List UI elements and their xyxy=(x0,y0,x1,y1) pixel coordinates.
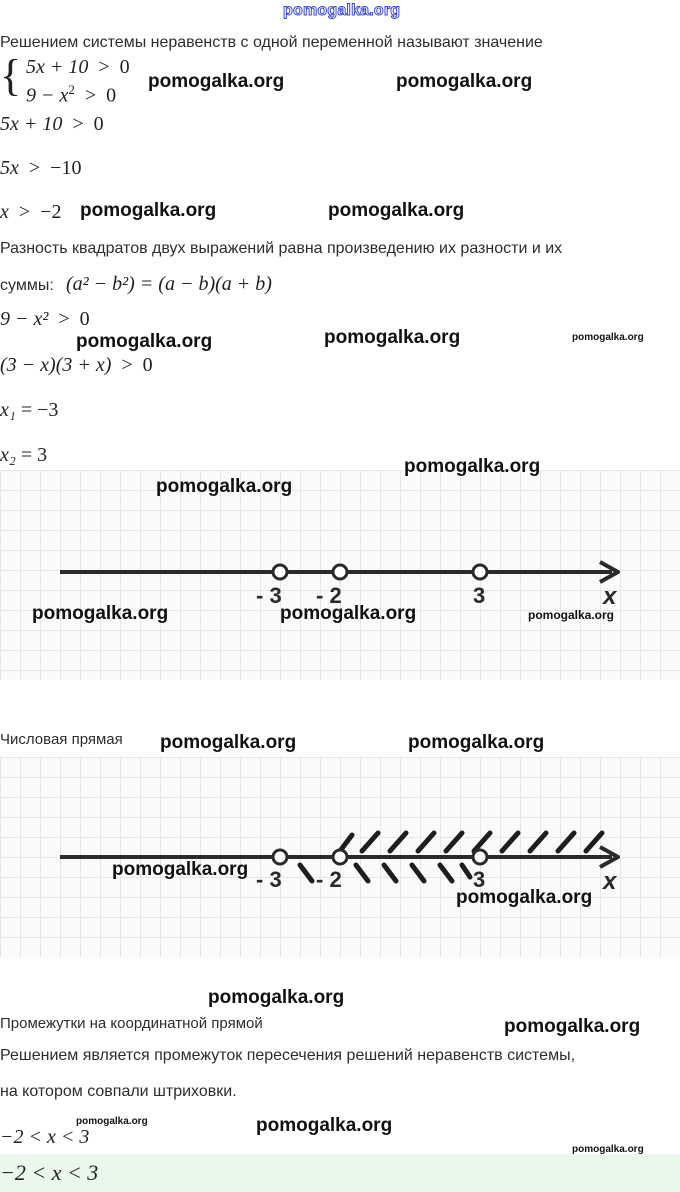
point-minus-3 xyxy=(273,565,287,579)
label-3: 3 xyxy=(473,583,486,608)
point-minus-2 xyxy=(333,850,347,864)
watermark: pomogalka.org xyxy=(404,456,541,477)
watermark: pomogalka.org xyxy=(280,603,417,624)
watermark: pomogalka.org xyxy=(572,1144,644,1155)
point-3 xyxy=(473,565,487,579)
axis-label-x: x xyxy=(603,583,617,610)
solution-text-1: Решением является промежуток пересечения решений неравенств системы, xyxy=(0,1047,576,1064)
site-watermark-top: pomogalka.org xyxy=(283,2,401,19)
watermark: pomogalka.org xyxy=(32,603,169,624)
system-inequality-1: 5x + 10 > 0 xyxy=(26,56,130,78)
watermark: pomogalka.org xyxy=(328,200,465,221)
intro-text: Решением системы неравенств с одной переменной называют значение xyxy=(0,34,543,51)
watermark: pomogalka.org xyxy=(76,1116,148,1127)
result-inequality: −2 < x < 3 xyxy=(0,1126,90,1148)
system-inequality-2: $9 - x^2 > 0$ xyxy=(26,82,117,107)
watermark: pomogalka.org xyxy=(156,476,293,497)
numberline-2 xyxy=(0,757,680,957)
watermark: pomogalka.org xyxy=(408,732,545,753)
label-3: 3 xyxy=(473,867,486,892)
step-2b: (3 − x)(3 + x) > 0 xyxy=(0,354,153,376)
diff-squares-text: Разность квадратов двух выражений равна произведению их разности и их xyxy=(0,240,563,257)
watermark: pomogalka.org xyxy=(324,327,461,348)
step-1c: x > −2 xyxy=(0,201,62,223)
label-minus-2: - 2 xyxy=(316,583,342,608)
watermark: pomogalka.org xyxy=(528,608,615,622)
answer-inequality: −2 < x < 3 xyxy=(0,1160,99,1185)
intervals-heading: Промежутки на координатной прямой xyxy=(0,1015,263,1032)
axis-label-x: x xyxy=(603,868,617,895)
point-3 xyxy=(473,850,487,864)
sums-label: суммы: xyxy=(0,277,54,294)
label-minus-3: - 3 xyxy=(256,583,282,608)
watermark: pomogalka.org xyxy=(76,331,213,352)
watermark: pomogalka.org xyxy=(396,71,533,92)
watermark: pomogalka.org xyxy=(504,1016,641,1037)
watermark: pomogalka.org xyxy=(256,1115,393,1136)
numberline-1 xyxy=(0,470,680,680)
numberline-caption: Числовая прямая xyxy=(0,731,123,748)
answer-band xyxy=(0,1154,680,1192)
label-minus-3: - 3 xyxy=(256,867,282,892)
watermark: pomogalka.org xyxy=(80,200,217,221)
step-2d: x₂ = 3 xyxy=(0,444,48,466)
point-minus-3 xyxy=(273,850,287,864)
watermark: pomogalka.org xyxy=(148,71,285,92)
watermark: pomogalka.org xyxy=(572,332,644,343)
watermark: pomogalka.org xyxy=(456,887,593,908)
watermark: pomogalka.org xyxy=(160,732,297,753)
step-2a: 9 − x² > 0 xyxy=(0,308,90,330)
diff-squares-formula: (a² − b²) = (a − b)(a + b) xyxy=(66,273,272,295)
label-minus-2: - 2 xyxy=(316,867,342,892)
step-2c: x₁ = −3 xyxy=(0,399,59,421)
point-minus-2 xyxy=(333,565,347,579)
watermark: pomogalka.org xyxy=(208,987,345,1008)
step-1a: 5x + 10 > 0 xyxy=(0,113,104,135)
system-brace: { xyxy=(0,51,22,100)
solution-text-2: на котором совпали штриховки. xyxy=(0,1083,237,1100)
hatching-x-greater-minus-2 xyxy=(340,833,602,851)
watermark: pomogalka.org xyxy=(112,859,249,880)
step-1b: 5x > −10 xyxy=(0,157,82,179)
